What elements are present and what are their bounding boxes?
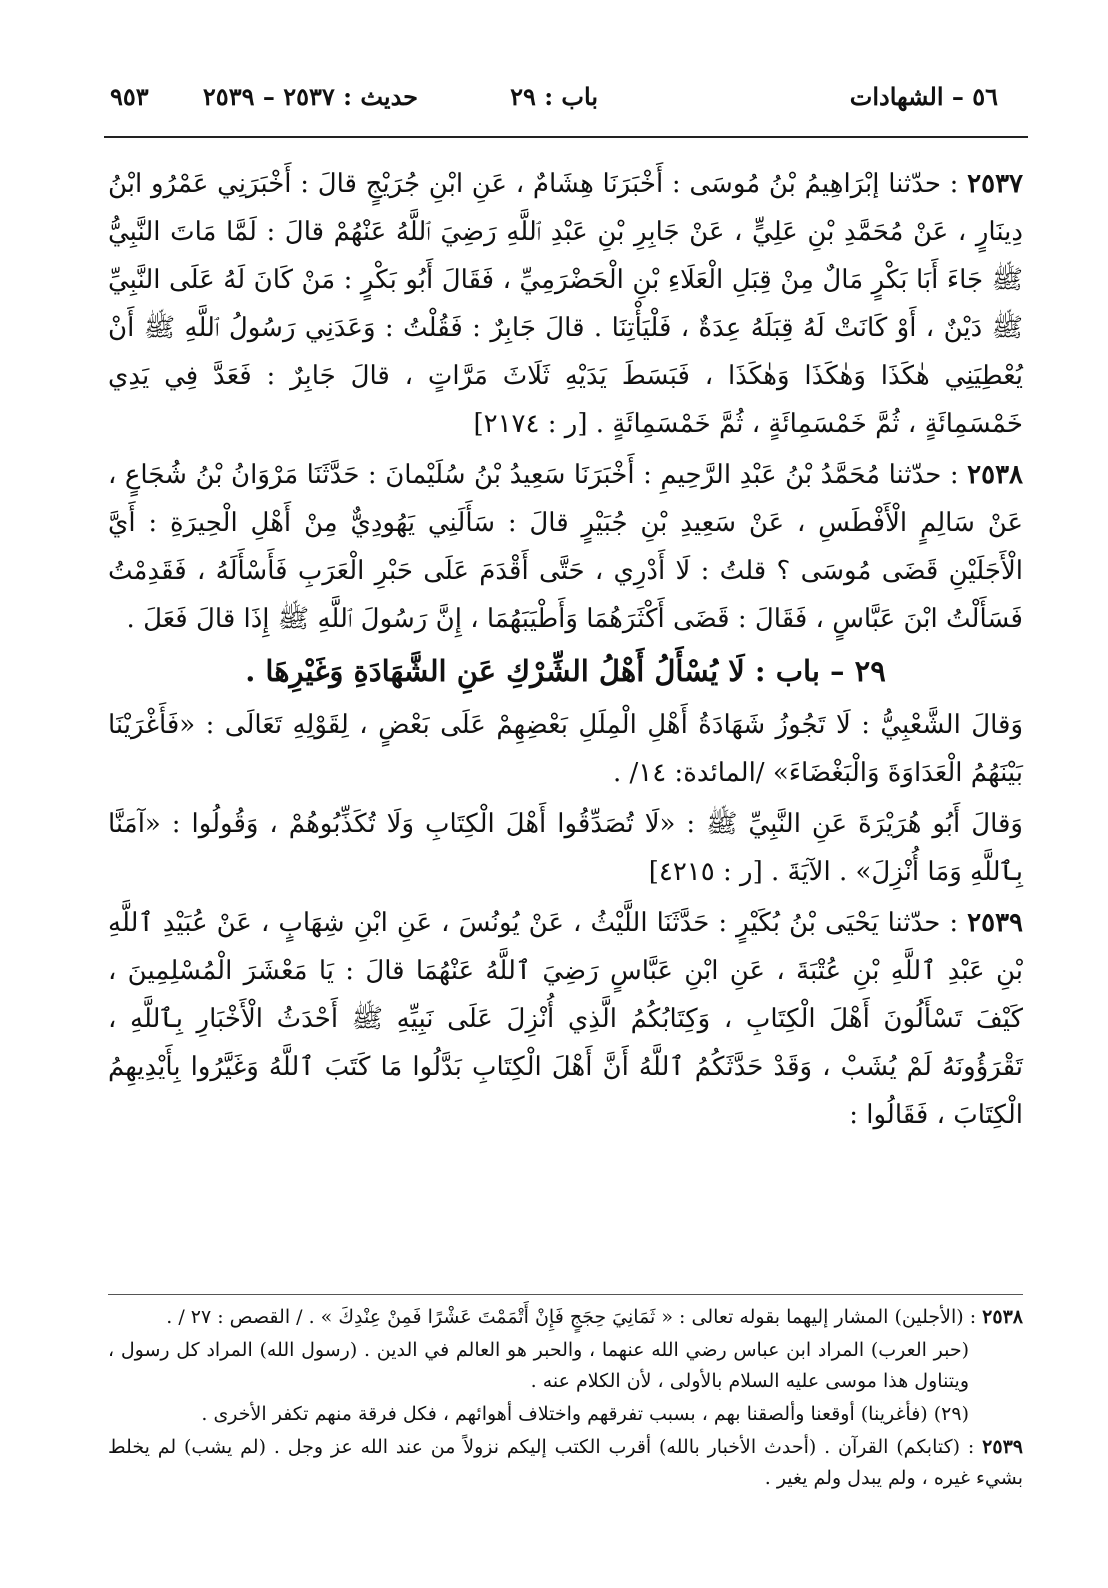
hadith-range: حديث : ٢٥٣٧ – ٢٥٣٩ — [202, 82, 418, 111]
hadith-2537 — [108, 160, 1023, 448]
hadith-2539 — [108, 899, 1023, 1139]
hadith-number: ٢٥٣٨ — [967, 460, 1023, 490]
bab-paragraph: وَقالَ أَبُو هُرَيْرَةَ عَنِ النَّبِيِّ ﷺ : «لَا تُصَدِّقُوا أَهْلَ الْكِتَابِ وَلَا تُكَذِّبُوهُمْ ، وَقُولُوا : «آمَنَّا بِٱللَّهِ وَمَا أُنْزِلَ» . الآيَةَ . [ر : ٤٢١٥] — [108, 809, 1023, 887]
footnotes — [108, 1302, 1023, 1496]
main-text — [108, 160, 1023, 1142]
footnote-text: : (الأجلين) المشار إليهما بقوله تعالى : « ثَمَانِيَ حِجَجٍ فَإِنْ أَتْمَمْتَ عَشْرًا فَمِنْ عِنْدِكَ » . / القصص : ٢٧ / . — [166, 1306, 977, 1328]
footnote-divider — [108, 1294, 1023, 1295]
hadith-text: : حدّثنا مُحَمَّدُ بْنُ عَبْدِ الرَّحِيمِ : أَخْبَرَنَا سَعِيدُ بْنُ سُلَيْمانَ : حَدَّثَنَا مَرْوَانُ بْنُ شُجَاعٍ ، عَنْ سَالِمٍ الْأَفْطَسِ ، عَنْ سَعِيدِ بْنِ جُبَيْرٍ قالَ : سَأَلَنِي يَهُودِيٌّ مِنْ أَهْلِ الْحِيرَةِ : أَيَّ الْأَجَلَيْنِ قَضَى مُوسَى ؟ قلتُ : لَا أَدْرِي ، حَتَّى أَقْدَمَ عَلَى حَبْرِ الْعَرَبِ فَأَسْأَلَهُ ، فَقَدِمْتُ فَسَأَلْتُ ابْنَ عَبَّاسٍ ، فَقَالَ : قَضَى أَكْثَرَهُمَا وَأَطْيَبَهُمَا ، إِنَّ رَسُولَ ٱللَّهِ ﷺ إِذَا قالَ فَعَلَ . — [108, 460, 1023, 634]
footnote-text: : (كتابكم) القرآن . (أحدث الأخبار بالله) أقرب الكتب إليكم نزولاً من عند الله عز وجل . (لم يشب) لم يخلط بشيء غيره ، ولم يبدل ولم يغير . — [108, 1436, 1023, 1489]
chapter-title: ٥٦ – الشهادات — [849, 82, 998, 111]
bab-indicator: باب : ٢٩ — [510, 82, 598, 111]
footnote-number: ٢٥٣٩ — [982, 1436, 1023, 1458]
bab-paragraph: وَقالَ الشَّعْبِيُّ : لَا تَجُوزُ شَهَادَةُ أَهْلِ الْمِلَلِ بَعْضِهِمْ عَلَى بَعْضٍ ، لِقَوْلِهِ تَعَالَى : «فَأَغْرَيْنَا بَيْنَهُمُ الْعَدَاوَةَ وَالْبَغْضَاءَ» /المائدة: ١٤/ . — [108, 710, 1023, 788]
page-number: ٩٥٣ — [110, 82, 149, 111]
hadith-number: ٢٥٣٧ — [967, 169, 1024, 199]
hadith-2538 — [108, 451, 1023, 643]
footnote-2538 — [108, 1302, 1023, 1333]
hadith-number: ٢٥٣٩ — [967, 908, 1023, 938]
footnote-number: ٢٥٣٨ — [982, 1306, 1023, 1328]
footnote-continuation: (حبر العرب) المراد ابن عباس رضي الله عنهما ، والحبر هو العالم في الدين . (رسول الله) المراد كل رسول ، ويتناول هذا موسى عليه السلام بالأولى ، لأن الكلام عنه . — [108, 1339, 969, 1392]
bab-heading: ٢٩ – باب : لَا يُسْأَلُ أَهْلُ الشِّرْكِ عَنِ الشَّهَادَةِ وَغَيْرِهَا . — [245, 654, 886, 688]
hadith-text: : حدّثنا يَحْيَى بْنُ بُكَيْرٍ : حَدَّثَنَا اللَّيْثُ ، عَنْ يُونُسَ ، عَنِ ابْنِ شِهَابٍ ، عَنْ عُبَيْدِ ٱللَّهِ بْنِ عَبْدِ ٱللَّهِ بْنِ عُتْبَةَ ، عَنِ ابْنِ عَبَّاسٍ رَضِيَ ٱللَّهُ عَنْهُمَا قالَ : يَا مَعْشَرَ الْمُسْلِمِينَ ، كَيْفَ تَسْأَلُونَ أَهْلَ الْكِتَابِ ، وَكِتَابُكُمُ الَّذِي أُنْزِلَ عَلَى نَبِيِّهِ ﷺ أَحْدَثُ الْأَخْبَارِ بِٱللَّهِ ، تَقْرَؤُونَهُ لَمْ يُشَبْ ، وَقَدْ حَدَّثَكُمُ ٱللَّهُ أَنَّ أَهْلَ الْكِتَابِ بَدَّلُوا مَا كَتَبَ ٱللَّهُ وَغَيَّرُوا بِأَيْدِيهِمُ الْكِتَابَ ، فَقَالُوا : — [108, 908, 1023, 1130]
footnote-2539 — [108, 1432, 1023, 1494]
page-header — [110, 82, 998, 126]
header-divider — [104, 136, 1028, 138]
footnote-29: (٢٩) (فأغرينا) أوقعنا وألصقنا بهم ، بسبب تفرقهم واختلاف أهوائهم ، فكل فرقة منهم تكفر الأخرى . — [201, 1403, 969, 1425]
hadith-text: : حدّثنا إبْرَاهِيمُ بْنُ مُوسَى : أَخْبَرَنَا هِشَامٌ ، عَنِ ابْنِ جُرَيْجٍ قالَ : أَخْبَرَنِي عَمْرُو ابْنُ دِينَارٍ ، عَنْ مُحَمَّدِ بْنِ عَلِيٍّ ، عَنْ جَابِرِ بْنِ عَبْدِ ٱللَّهِ رَضِيَ ٱللَّهُ عَنْهُمْ قالَ : لَمَّا مَاتَ النَّبِيُّ ﷺ جَاءَ أَبَا بَكْرٍ مَالٌ مِنْ قِبَلِ الْعَلَاءِ بْنِ الْحَضْرَمِيِّ ، فَقَالَ أَبُو بَكْرٍ : مَنْ كَانَ لَهُ عَلَى النَّبِيِّ ﷺ دَيْنٌ ، أَوْ كَانَتْ لَهُ قِبَلَهُ عِدَةٌ ، فَلْيَأْتِنَا . قالَ جَابِرٌ : فَقُلْتُ : وَعَدَنِي رَسُولُ ٱللَّهِ ﷺ أَنْ يُعْطِيَنِي هٰكَذَا وَهٰكَذَا وَهٰكَذَا ، فَبَسَطَ يَدَيْهِ ثَلَاثَ مَرَّاتٍ ، قالَ جَابِرٌ : فَعَدَّ فِي يَدِي خَمْسَمِائَةٍ ، ثُمَّ خَمْسَمِائَةٍ ، ثُمَّ خَمْسَمِائَةٍ . [ر : ٢١٧٤] — [108, 169, 1023, 439]
